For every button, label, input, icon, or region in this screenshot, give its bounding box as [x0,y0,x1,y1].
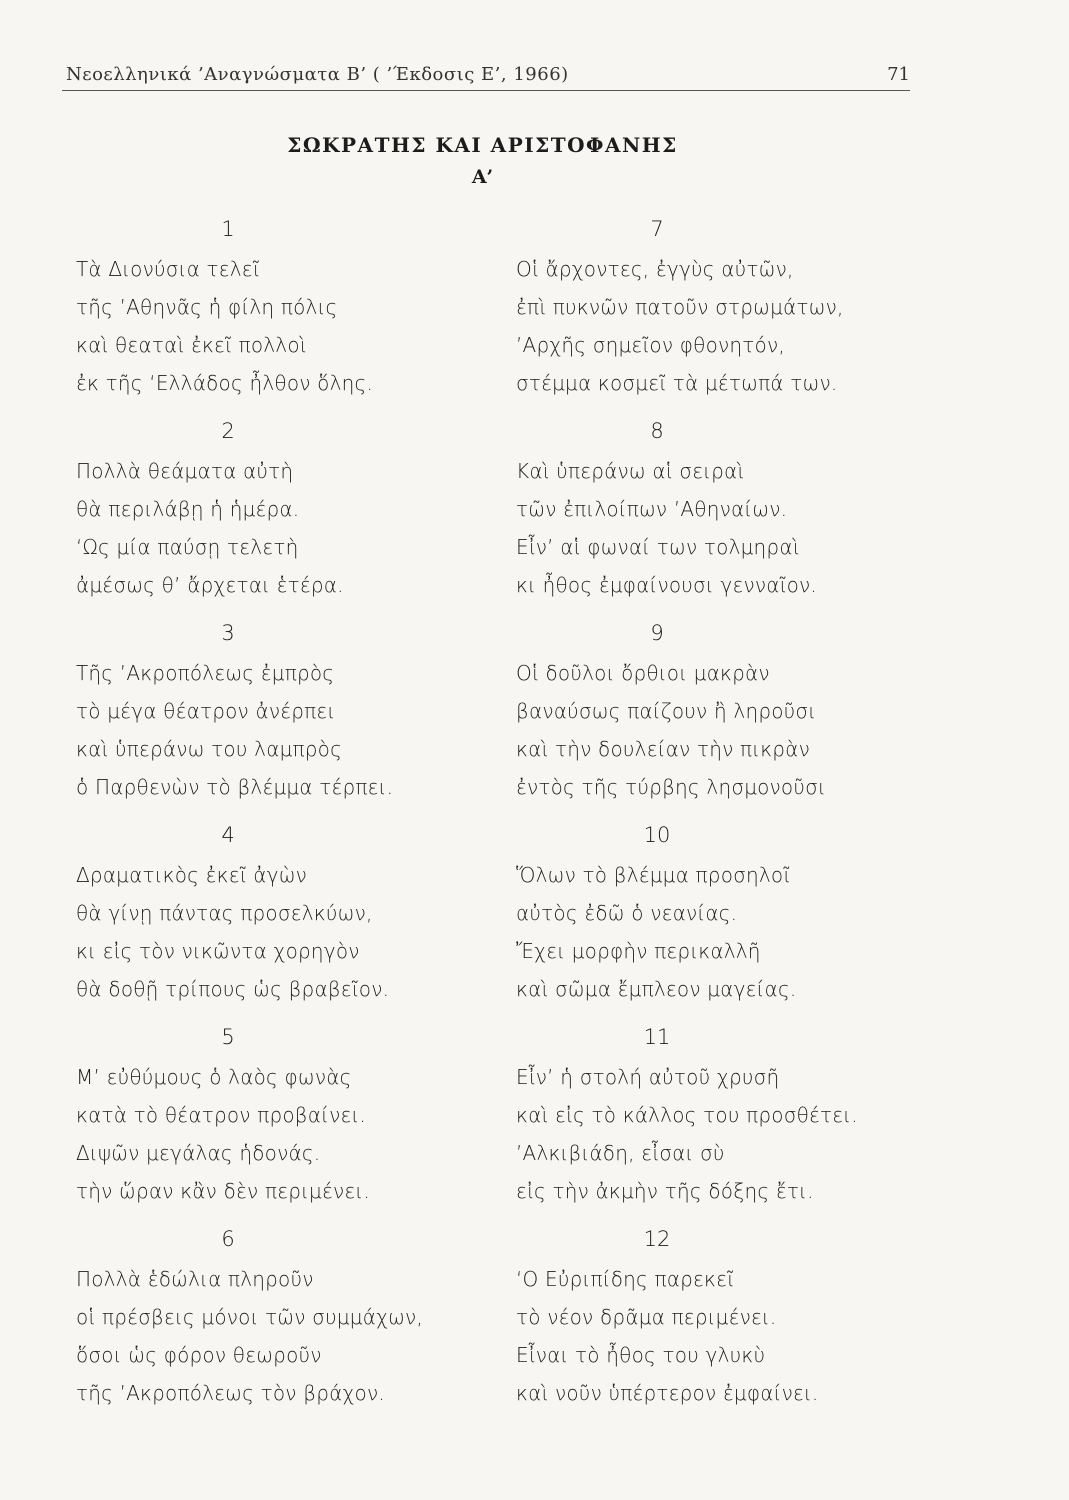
stanza [76,616,496,818]
verse-line: εἰς τὴν ἀκμὴν τῆς δόξης ἔτι. [516,1179,814,1203]
verse-line: ’Αλκιβιάδη, εἶσαι σὺ [516,1141,725,1165]
verse-line: αὐτὸς ἐδῶ ὁ νεανίας. [516,901,738,925]
verse-line: ‘Ο Εὐριπίδης παρεκεῖ [516,1267,735,1291]
stanza [76,1222,496,1424]
verse-line: τῆς ’Αθηνᾶς ἡ φίλη πόλις [76,295,338,319]
stanza [516,1020,936,1222]
verse-line: ἐπὶ πυκνῶν πατοῦν στρωμάτων, [516,295,844,319]
stanza-lines [516,654,826,806]
stanza-lines [76,250,373,402]
stanza-number: 3 [221,621,235,645]
verse-line: Μ’ εὐθύμους ὁ λαὸς φωνὰς [76,1065,352,1089]
verse-line: στέμμα κοσμεῖ τὰ μέτωπά των. [516,371,838,395]
verse-line: καὶ τὴν δουλείαν τὴν πικρὰν [516,737,810,761]
stanza-lines [516,452,817,604]
verse-line: τὸ νέον δρᾶμα περιμένει. [516,1305,777,1329]
page-number: 71 [887,64,910,85]
verse-line: τὸ μέγα θέατρον ἀνέρπει [76,699,336,723]
header-source: Νεοελληνικά ’Αναγνώσματα Β’ ( ’Έκδοσις Ε’, 1966) [66,64,569,85]
stanza-number: 11 [643,1025,671,1049]
stanza [516,212,936,414]
stanza-number: 6 [221,1227,235,1251]
verse-line: κι ἦθος ἐμφαίνουσι γενναῖον. [516,573,817,597]
verse-line: τῶν ἐπιλοίπων ’Αθηναίων. [516,497,788,521]
verse-line: Τῆς ’Ακροπόλεως ἐμπρὸς [76,661,335,685]
verse-line: ‘Ως μία παύσῃ τελετὴ [76,535,299,559]
verse-line: ὁ Παρθενὼν τὸ βλέμμα τέρπει. [76,775,394,799]
verse-line: Ἔχει μορφὴν περικαλλῆ [516,939,761,963]
verse-line: βαναύσως παίζουν ἢ ληροῦσι [516,699,817,723]
stanza-number: 12 [643,1227,671,1251]
stanza [516,1222,936,1424]
stanza-lines [516,856,796,1008]
verse-line: θὰ δοθῇ τρίπους ὡς βραβεῖον. [76,977,390,1001]
left-column [76,212,496,1424]
stanza [76,1020,496,1222]
verse-line: Εἶν’ ἡ στολή αὐτοῦ χρυσῆ [516,1065,780,1089]
stanza-lines [76,452,344,604]
verse-line: θὰ περιλάβῃ ἡ ἡμέρα. [76,497,300,521]
verse-line: Καὶ ὑπεράνω αἱ σειραὶ [516,459,745,483]
stanza-lines [516,1058,858,1210]
verse-line: καὶ εἰς τὸ κάλλος του προσθέτει. [516,1103,858,1127]
verse-line: οἱ πρέσβεις μόνοι τῶν συμμάχων, [76,1305,423,1329]
stanza [76,414,496,616]
verse-line: Τὰ Διονύσια τελεῖ [76,257,260,281]
stanza [516,414,936,616]
verse-line: κι εἰς τὸν νικῶντα χορηγὸν [76,939,360,963]
verse-line: θὰ γίνῃ πάντας προσελκύων, [76,901,373,925]
stanza-lines [76,1260,423,1412]
stanza-lines [76,1058,370,1210]
verse-line: Διψῶν μεγάλας ἡδονάς. [76,1141,321,1165]
stanza-lines [76,856,389,1008]
stanza [516,818,936,1020]
verse-line: Ὅλων τὸ βλέμμα προσηλοῖ [516,863,791,887]
verse-line: Οἱ δοῦλοι ὄρθιοι μακρὰν [516,661,770,685]
stanza-lines [516,1260,818,1412]
verse-line: τὴν ὥραν κἂν δὲν περιμένει. [76,1179,370,1203]
right-column [516,212,936,1424]
stanza-number: 8 [650,419,664,443]
verse-line: καὶ ὑπεράνω του λαμπρὸς [76,737,343,761]
stanza-number: 2 [221,419,235,443]
verse-line: κατὰ τὸ θέατρον προβαίνει. [76,1103,366,1127]
running-header [62,62,910,91]
stanza [76,212,496,414]
stanza-lines [516,250,844,402]
verse-line: Πολλὰ θεάματα αὐτὴ [76,459,294,483]
verse-line: ἐκ τῆς ‘Ελλάδος ἦλθον ὅλης. [76,371,374,395]
stanza [516,616,936,818]
stanza-number: 9 [650,621,664,645]
verse-line: ἐντὸς τῆς τύρβης λησμονοῦσι [516,775,826,799]
stanza-number: 7 [650,217,664,241]
stanza-number: 5 [221,1025,235,1049]
poem-title: ΣΩΚΡΑΤΗΣ ΚΑΙ ΑΡΙΣΤΟΦΑΝΗΣ [287,133,678,157]
verse-line: τῆς ’Ακροπόλεως τὸν βράχον. [76,1381,385,1405]
verse-line: ἀμέσως θ’ ἄρχεται ἑτέρα. [76,573,344,597]
verse-line: Εἶν’ αἱ φωναί των τολμηραὶ [516,535,800,559]
section-marker: Α’ [471,166,494,188]
verse-line: ὅσοι ὡς φόρον θεωροῦν [76,1343,322,1367]
verse-line: καὶ θεαταὶ ἐκεῖ πολλοὶ [76,333,307,357]
verse-line: καὶ νοῦν ὑπέρτερον ἐμφαίνει. [516,1381,819,1405]
stanza-number: 10 [643,823,671,847]
verse-line: ’Αρχῆς σημεῖον φθονητόν, [516,333,785,357]
verse-line: καὶ σῶμα ἔμπλεον μαγείας. [516,977,797,1001]
verse-line: Οἱ ἄρχοντες, ἐγγὺς αὐτῶν, [516,257,794,281]
verse-line: Εἶναι τὸ ἦθος του γλυκὺ [516,1343,766,1367]
verse-line: Πολλὰ ἑδώλια πληροῦν [76,1267,314,1291]
stanza-lines [76,654,393,806]
verse-line: Δραματικὸς ἐκεῖ ἀγὼν [76,863,308,887]
stanza-number: 4 [221,823,235,847]
stanza [76,818,496,1020]
stanza-number: 1 [221,217,235,241]
